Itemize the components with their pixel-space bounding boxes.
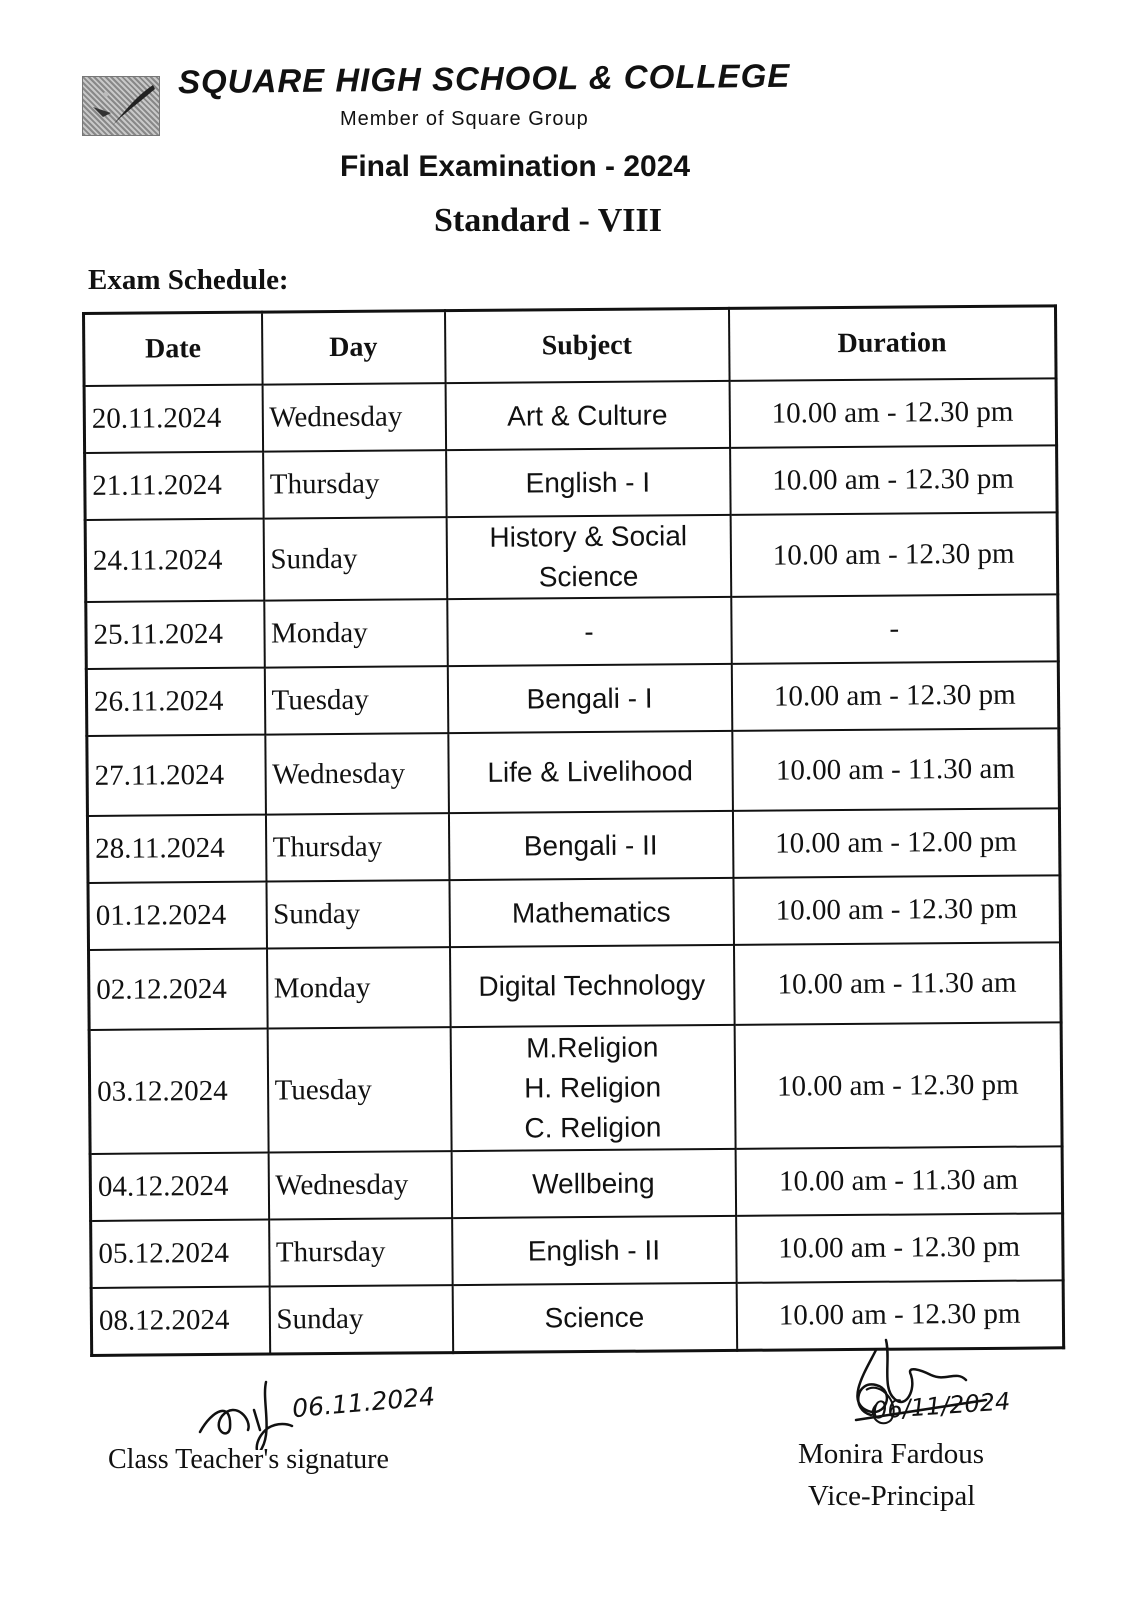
table-row [91,1213,1063,1288]
vice-principal-title: Vice-Principal [808,1480,976,1512]
table-row [89,1022,1062,1154]
schedule-table-container [82,304,1062,1357]
cell-date: 01.12.2024 [88,882,267,950]
subject-line: Art & Culture [507,398,668,432]
column-header-duration: Duration [728,306,1056,381]
cell-date: 20.11.2024 [84,385,263,453]
class-teacher-date: 06.11.2024 [291,1381,437,1424]
cell-subject [447,597,732,666]
eagle-logo-icon [83,77,159,135]
table-row [85,512,1058,602]
cell-subject [446,515,731,599]
cell-day: Thursday [263,450,447,518]
subject-line: H. Religion [524,1071,662,1104]
subject-line: Bengali - I [526,682,653,715]
subject-line: History & Social [489,520,688,553]
subject-line: C. Religion [524,1111,662,1144]
cell-date: 04.12.2024 [90,1153,269,1221]
standard-label: Standard - VIII [434,202,663,239]
cell-duration: 10.00 am - 12.30 pm [733,875,1061,945]
subject-line: Life & Livelihood [487,755,693,788]
column-header-subject: Subject [445,308,730,383]
table-header-row [84,306,1057,386]
cell-day: Tuesday [267,1027,451,1152]
subject-line: English - I [525,466,651,499]
cell-duration: - [731,594,1059,664]
schedule-table [82,304,1065,1357]
cell-duration: 10.00 am - 11.30 am [735,1146,1063,1216]
cell-day: Thursday [265,813,449,881]
schedule-label: Exam Schedule: [88,264,289,296]
cell-date: 26.11.2024 [86,668,265,736]
subject-line: Science [538,560,639,593]
subject-line: - [584,615,594,647]
cell-subject [450,1025,735,1151]
cell-duration: 10.00 am - 12.30 pm [734,1022,1062,1149]
cell-duration: 10.00 am - 12.00 pm [732,808,1060,878]
cell-duration: 10.00 am - 12.30 pm [729,378,1057,448]
cell-date: 24.11.2024 [85,519,264,602]
table-row [84,378,1056,453]
vice-principal-name: Monira Fardous [798,1438,985,1470]
cell-subject [449,945,734,1027]
cell-day: Sunday [263,517,447,600]
cell-duration: 10.00 am - 11.30 am [733,942,1061,1025]
cell-subject [452,1283,737,1353]
subject-line: Bengali - II [523,828,658,862]
cell-subject [445,381,730,450]
cell-date: 21.11.2024 [85,452,264,520]
cell-duration: 10.00 am - 12.30 pm [736,1280,1064,1350]
cell-subject [448,731,733,813]
table-row [85,445,1057,520]
cell-day: Monday [267,947,451,1028]
column-header-date: Date [84,312,263,386]
cell-date: 03.12.2024 [89,1029,268,1154]
vice-principal-date: 06/11/2024 [871,1387,1012,1425]
cell-duration: 10.00 am - 12.30 pm [730,445,1058,515]
cell-day: Thursday [269,1218,453,1286]
cell-duration: 10.00 am - 12.30 pm [730,512,1058,597]
cell-duration: 10.00 am - 12.30 pm [736,1213,1064,1283]
subject-line: English - II [527,1233,661,1267]
exam-title: Final Examination - 2024 [340,150,691,183]
cell-day: Wednesday [265,733,449,814]
subject-line: Science [544,1301,645,1333]
class-teacher-label: Class Teacher's signature [108,1444,389,1475]
table-row [90,1146,1062,1221]
table-row [89,942,1062,1030]
cell-date: 08.12.2024 [91,1287,270,1356]
subject-line: M.Religion [526,1031,659,1064]
cell-date: 27.11.2024 [87,735,266,816]
table-row [87,728,1060,816]
cell-date: 25.11.2024 [86,601,265,669]
cell-subject [448,811,733,880]
cell-day: Tuesday [264,666,448,734]
school-subtitle: Member of Square Group [340,108,589,130]
table-row [86,661,1058,736]
cell-duration: 10.00 am - 12.30 pm [731,661,1059,731]
cell-day: Sunday [266,880,450,948]
cell-subject [446,448,731,517]
school-logo [82,76,160,136]
cell-day: Wednesday [262,383,446,451]
cell-subject [452,1216,737,1285]
cell-date: 02.12.2024 [89,949,268,1030]
subject-line: Mathematics [511,895,671,929]
cell-subject [451,1149,736,1218]
table-row [86,594,1058,669]
table-row [88,875,1060,950]
cell-day: Sunday [269,1285,453,1354]
cell-day: Monday [264,599,448,667]
cell-date: 05.12.2024 [91,1220,270,1288]
vice-principal-signature-icon [836,1330,1016,1440]
cell-day: Wednesday [268,1151,452,1219]
column-header-day: Day [262,311,446,385]
subject-line: Digital Technology [478,969,706,1002]
cell-duration: 10.00 am - 11.30 am [732,728,1060,811]
subject-line: Wellbeing [532,1167,655,1199]
cell-date: 28.11.2024 [87,815,266,883]
cell-subject [447,664,732,733]
cell-subject [449,878,734,947]
table-row [87,808,1059,883]
school-name: SQUARE HIGH SCHOOL & COLLEGE [177,56,791,101]
